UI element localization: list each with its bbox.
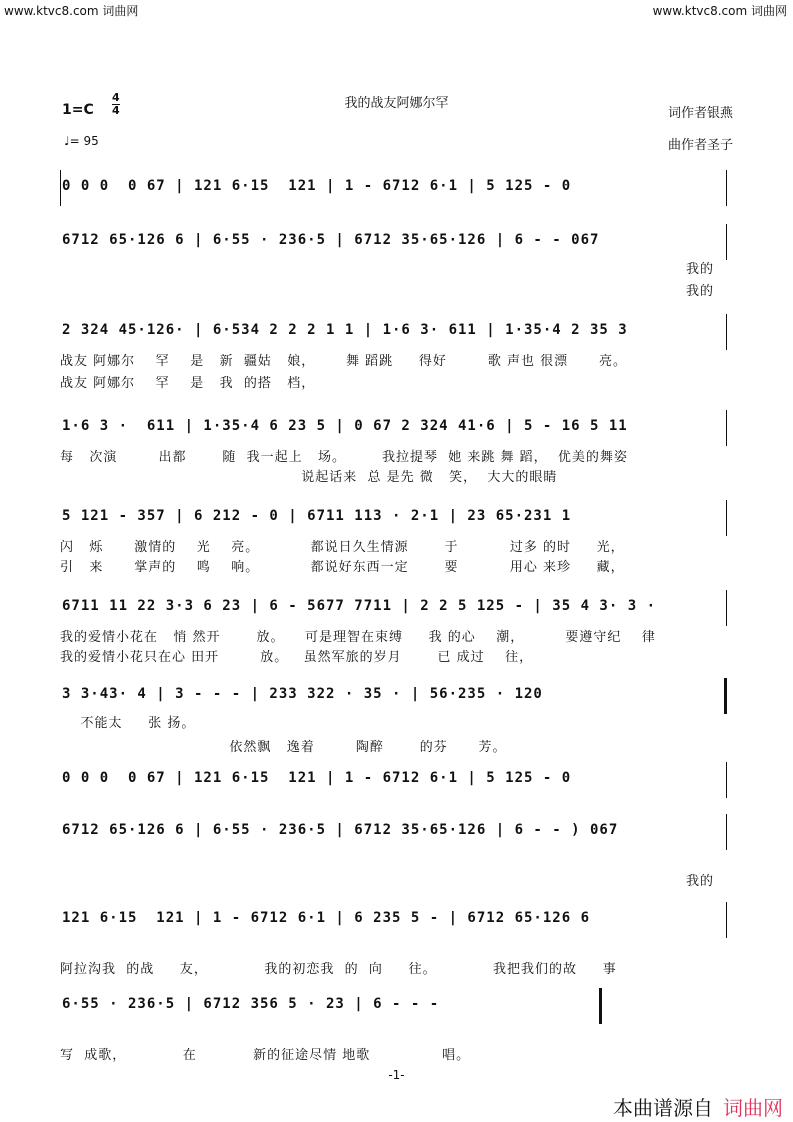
lyric-line: 我的爱情小花在 悄 然开 放。 可是理智在束缚 我 的心 潮， 要遵守纪 律 [60, 630, 656, 645]
staff-line [62, 910, 727, 940]
barline [726, 762, 727, 798]
notation: 3 3·43· 4 | 3 - - - | 233 322 · 35 · | 56·235 · 120 [62, 686, 543, 702]
barline [726, 500, 727, 536]
barline [726, 170, 727, 206]
notation: 6712 65·126 6 | 6·55 · 236·5 | 6712 35·65·126 | 6 - - 067 [62, 232, 600, 248]
notation: 6712 65·126 6 | 6·55 · 236·5 | 6712 35·65·126 | 6 - - ) 067 [62, 822, 619, 838]
site-header-right[interactable]: www.ktvc8.com 词曲网 [652, 4, 787, 18]
notation: 6711 11 22 3·3 6 23 | 6 - 5677 7711 | 2 2 5 125 - | 35 4 3· 3 · [62, 598, 657, 614]
notation: 121 6·15 121 | 1 - 6712 6·1 | 6 235 5 - | 6712 65·126 6 [62, 910, 591, 926]
staff-line [62, 598, 727, 628]
lyric-line: 我的 [685, 262, 714, 277]
time-signature [112, 92, 120, 117]
site-header-left[interactable]: www.ktvc8.com 词曲网 [4, 4, 139, 18]
lyricist-credit: 词作者银燕 [667, 106, 733, 121]
footer-site-link[interactable]: 词曲网 [723, 1096, 783, 1120]
footer-source-label: 本曲谱源自 [613, 1096, 713, 1120]
lyric-line: 不能太 张 扬。 [60, 716, 196, 731]
lyric-line: 写 成歌， 在 新的征途尽情 地歌 唱。 [60, 1048, 471, 1063]
tempo-marking: ♩= 95 [64, 134, 99, 148]
barline [726, 224, 727, 260]
song-title: 我的战友阿娜尔罕 [344, 96, 449, 111]
notation: 6·55 · 236·5 | 6712 356 5 · 23 | 6 - - - [62, 996, 440, 1012]
barline [726, 814, 727, 850]
notation: 0 0 0 0 67 | 121 6·15 121 | 1 - 6712 6·1 | 5 125 - 0 [62, 178, 572, 194]
composer-credit: 曲作者圣子 [667, 138, 733, 153]
time-bottom: 4 [112, 104, 120, 117]
staff-line [62, 322, 727, 352]
notation: 2 324 45·126· | 6·534 2 2 2 1 1 | 1·6 3· 611 | 1·35·4 2 35 3 [62, 322, 628, 338]
staff-line [62, 770, 727, 800]
page-number: -1- [388, 1068, 405, 1082]
lyric-line: 战友 阿娜尔 罕 是 新 疆姑 娘， 舞 蹈跳 得好 歌 声也 很漂 亮。 [60, 354, 627, 369]
final-barline [599, 988, 602, 1024]
notation: 1·6 3 · 611 | 1·35·4 6 23 5 | 0 67 2 324 41·6 | 5 - 16 5 11 [62, 418, 628, 434]
lyric-line: 我的爱情小花只在心 田开 放。 虽然军旅的岁月 已 成过 往， [60, 650, 534, 665]
time-top: 4 [112, 91, 120, 104]
lyric-line: 我的 [685, 874, 714, 889]
barline [726, 902, 727, 938]
lyric-line: 战友 阿娜尔 罕 是 我 的搭 档， [60, 376, 316, 391]
lyric-line: 说起话来 总 是先 微 笑， 大大的眼睛 [60, 470, 558, 485]
notation: 0 0 0 0 67 | 121 6·15 121 | 1 - 6712 6·1 | 5 125 - 0 [62, 770, 572, 786]
lyric-line: 阿拉沟我 的战 友， 我的初恋我 的 向 往。 我把我们的故 事 [60, 962, 617, 977]
barline [726, 314, 727, 350]
staff-line [62, 822, 727, 852]
staff-line [62, 508, 727, 538]
lyric-line: 我的 [685, 284, 714, 299]
key-signature: 1=C [62, 102, 94, 118]
footer-source [613, 1092, 783, 1121]
barline [726, 590, 727, 626]
lyric-line: 闪 烁 激情的 光 亮。 都说日久生情源 于 过多 的时 光， [60, 540, 625, 555]
final-barline [724, 678, 727, 714]
lyric-line: 引 来 掌声的 鸣 响。 都说好东西一定 要 用心 来珍 藏， [60, 560, 625, 575]
lyric-line: 依然飘 逸着 陶醉 的芬 芳。 [60, 740, 507, 755]
barline [60, 170, 61, 206]
staff-line [62, 996, 602, 1026]
barline [726, 410, 727, 446]
staff-line [62, 178, 727, 208]
notation: 5 121 - 357 | 6 212 - 0 | 6711 113 · 2·1 | 23 65·231 1 [62, 508, 572, 524]
lyric-line: 每 次演 出都 随 我一起上 场。 我拉提琴 她 来跳 舞 蹈， 优美的舞姿 [60, 450, 628, 465]
staff-line [62, 418, 727, 448]
